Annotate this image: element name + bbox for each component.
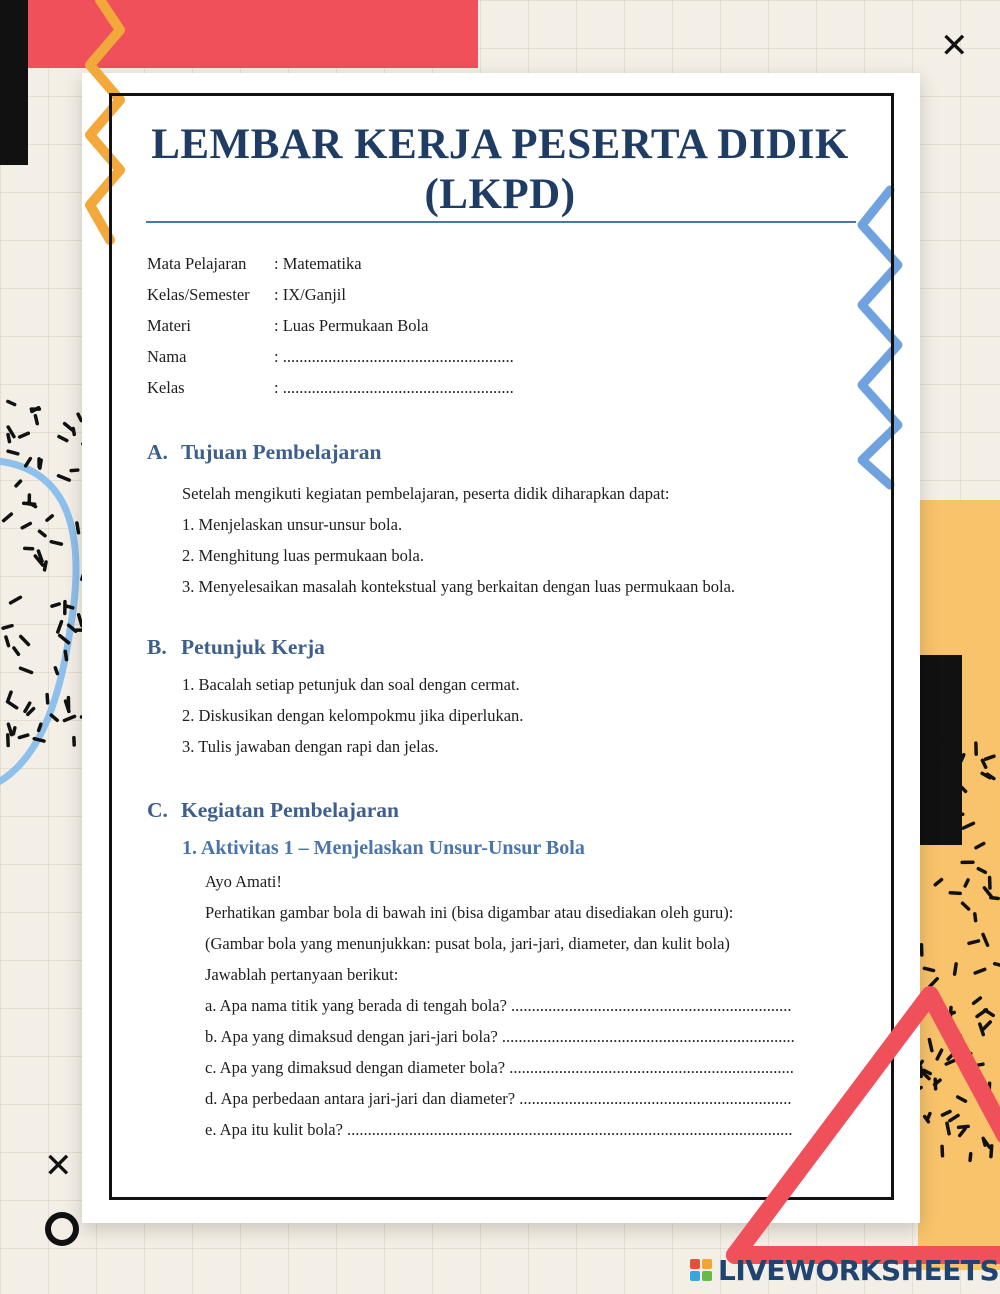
section-title: Tujuan Pembelajaran bbox=[181, 440, 382, 464]
close-icon: ✕ bbox=[44, 1146, 73, 1186]
info-label: Nama bbox=[147, 347, 187, 366]
list-item: 3. Tulis jawaban dengan rapi dan jelas. bbox=[182, 737, 439, 756]
decor-dash bbox=[35, 416, 37, 424]
decor-dash bbox=[66, 606, 73, 608]
info-label: Mata Pelajaran bbox=[147, 254, 247, 273]
activity-line: (Gambar bola yang menunjukkan: pusat bola, jari-jari, diameter, dan kulit bola) bbox=[205, 934, 730, 953]
info-row-subject bbox=[147, 254, 514, 285]
decor-dash bbox=[60, 636, 69, 643]
decor-dash bbox=[19, 735, 27, 737]
title-line-2: (LKPD) bbox=[424, 171, 576, 218]
decor-dash bbox=[65, 651, 66, 659]
decor-dash bbox=[6, 637, 9, 646]
decor-dash bbox=[928, 736, 937, 738]
info-row-class[interactable] bbox=[147, 378, 514, 409]
decor-dash bbox=[950, 893, 960, 894]
question-e[interactable]: e. Apa itu kulit bola? ............................................................................................................ bbox=[205, 1120, 793, 1139]
list-item: 1. Menjelaskan unsur-unsur bola. bbox=[182, 515, 403, 534]
decor-dash bbox=[34, 739, 44, 741]
decor-dash bbox=[969, 941, 979, 943]
decor-dash bbox=[16, 481, 20, 486]
activity-line: Ayo Amati! bbox=[205, 872, 282, 891]
decor-dash bbox=[39, 724, 41, 730]
decor-dash bbox=[8, 692, 11, 700]
decor-dash bbox=[931, 795, 939, 796]
info-row-name[interactable] bbox=[147, 347, 514, 378]
list-item: 3. Menyelesaikan masalah kontekstual yang berkaitan dengan luas permukaan bola. bbox=[182, 577, 736, 596]
decor-dash bbox=[22, 523, 30, 527]
section-letter: B. bbox=[147, 635, 167, 659]
decor-dash bbox=[963, 903, 969, 909]
decor-dash bbox=[961, 755, 964, 761]
info-label: Kelas/Semester bbox=[147, 285, 250, 304]
decor-dash bbox=[20, 668, 31, 672]
question-d[interactable]: d. Apa perbedaan antara jari-jari dan diameter? .................................................................. bbox=[205, 1089, 792, 1108]
decor-dash bbox=[931, 770, 933, 776]
section-b bbox=[147, 635, 523, 768]
question-b[interactable]: b. Apa yang dimaksud dengan jari-jari bola? ....................................................................... bbox=[205, 1027, 795, 1046]
question-c[interactable]: c. Apa yang dimaksud dengan diameter bola? ..................................................................... bbox=[205, 1058, 794, 1077]
info-value: : IX/Ganjil bbox=[274, 285, 346, 304]
brand-watermark[interactable] bbox=[690, 1252, 999, 1288]
section-title: Kegiatan Pembelajaran bbox=[181, 798, 399, 822]
decor-dash bbox=[8, 401, 15, 404]
decor-dash bbox=[78, 414, 81, 420]
decor-dash bbox=[26, 459, 31, 466]
section-title: Petunjuk Kerja bbox=[181, 635, 325, 659]
decor-dash bbox=[8, 435, 9, 442]
decor-dash bbox=[55, 668, 57, 674]
class-field[interactable]: : ........................................................ bbox=[274, 378, 514, 397]
name-field[interactable]: : ........................................................ bbox=[274, 347, 514, 366]
decor-dash bbox=[25, 703, 30, 711]
list-item: 2. Menghitung luas permukaan bola. bbox=[182, 546, 424, 565]
decor-dash bbox=[963, 823, 973, 828]
decor-dash bbox=[975, 914, 976, 921]
decor-dash bbox=[8, 702, 17, 708]
info-row-material bbox=[147, 316, 514, 347]
section-a-intro: Setelah mengikuti kegiatan pembelajaran, peserta didik diharapkan dapat: bbox=[182, 484, 670, 503]
decor-dash bbox=[65, 424, 73, 431]
decor-dash bbox=[21, 636, 29, 644]
decor-dash bbox=[965, 880, 968, 886]
title-line-1: LEMBAR KERJA PESERTA DIDIK bbox=[151, 121, 849, 168]
decor-dash bbox=[937, 761, 942, 766]
decor-dash bbox=[51, 542, 61, 544]
decor-dash bbox=[3, 626, 12, 629]
info-value: : Luas Permukaan Bola bbox=[274, 316, 429, 335]
question-a[interactable]: a. Apa nama titik yang berada di tengah bola? .................................................................... bbox=[205, 996, 792, 1015]
decor-dash bbox=[986, 756, 994, 759]
activity-title: 1. Aktivitas 1 – Menjelaskan Unsur-Unsur Bola bbox=[182, 837, 585, 859]
decor-dash bbox=[935, 880, 941, 885]
decor-black-bar bbox=[0, 0, 28, 165]
decor-dash bbox=[64, 716, 74, 720]
liveworksheets-logo-icon bbox=[690, 1259, 712, 1281]
decor-dash bbox=[11, 597, 21, 603]
decor-red-triangle bbox=[705, 965, 1000, 1265]
decor-dash bbox=[8, 451, 18, 454]
section-letter: C. bbox=[147, 798, 168, 822]
activity-line: Jawablah pertanyaan berikut: bbox=[205, 965, 399, 984]
brand-text: LIVEWORKSHEETS bbox=[718, 1253, 1000, 1287]
decor-dash bbox=[73, 428, 74, 434]
info-label: Kelas bbox=[147, 378, 185, 397]
section-c bbox=[147, 798, 795, 1151]
decor-dash bbox=[983, 934, 988, 945]
decor-dash bbox=[951, 814, 963, 815]
section-a-heading bbox=[147, 440, 735, 484]
decor-dash bbox=[991, 898, 998, 899]
close-icon: ✕ bbox=[940, 26, 969, 66]
info-value: : Matematika bbox=[274, 254, 362, 273]
list-item: 2. Diskusikan dengan kelompokmu jika diperlukan. bbox=[182, 706, 524, 725]
info-label: Materi bbox=[147, 316, 191, 335]
section-a bbox=[147, 440, 735, 608]
decor-dash bbox=[51, 715, 57, 720]
decor-dash bbox=[59, 437, 67, 441]
decor-dash bbox=[976, 843, 984, 847]
decor-dash bbox=[45, 562, 47, 570]
section-b-heading bbox=[147, 635, 523, 675]
decor-dash bbox=[20, 433, 29, 437]
decor-dash bbox=[4, 514, 12, 521]
decor-dash bbox=[69, 625, 76, 631]
decor-dash bbox=[13, 728, 14, 734]
title-divider bbox=[146, 221, 856, 223]
decor-dash bbox=[58, 622, 62, 632]
activity-line: Perhatikan gambar bola di bawah ini (bisa digambar atau disediakan oleh guru): bbox=[205, 903, 734, 922]
decor-dash bbox=[982, 760, 985, 767]
decor-dash bbox=[28, 709, 34, 715]
page-title bbox=[120, 120, 880, 220]
decor-dash bbox=[40, 460, 41, 468]
info-row-class-semester bbox=[147, 285, 514, 316]
decor-dash bbox=[47, 695, 48, 703]
list-item: 1. Bacalah setiap petunjuk dan soal dengan cermat. bbox=[182, 675, 520, 694]
decor-dash bbox=[47, 516, 52, 520]
decor-dash bbox=[960, 785, 966, 791]
decor-dash bbox=[8, 724, 11, 734]
decor-dash bbox=[77, 523, 79, 533]
student-info bbox=[147, 254, 514, 409]
ring-icon bbox=[45, 1212, 79, 1246]
section-c-heading bbox=[147, 798, 795, 837]
decor-dash bbox=[14, 648, 19, 654]
decor-dash bbox=[978, 869, 985, 873]
decor-dash bbox=[71, 470, 78, 471]
decor-dash bbox=[39, 531, 45, 535]
decor-dash bbox=[52, 604, 59, 606]
section-letter: A. bbox=[147, 440, 168, 464]
decor-dash bbox=[58, 476, 69, 480]
